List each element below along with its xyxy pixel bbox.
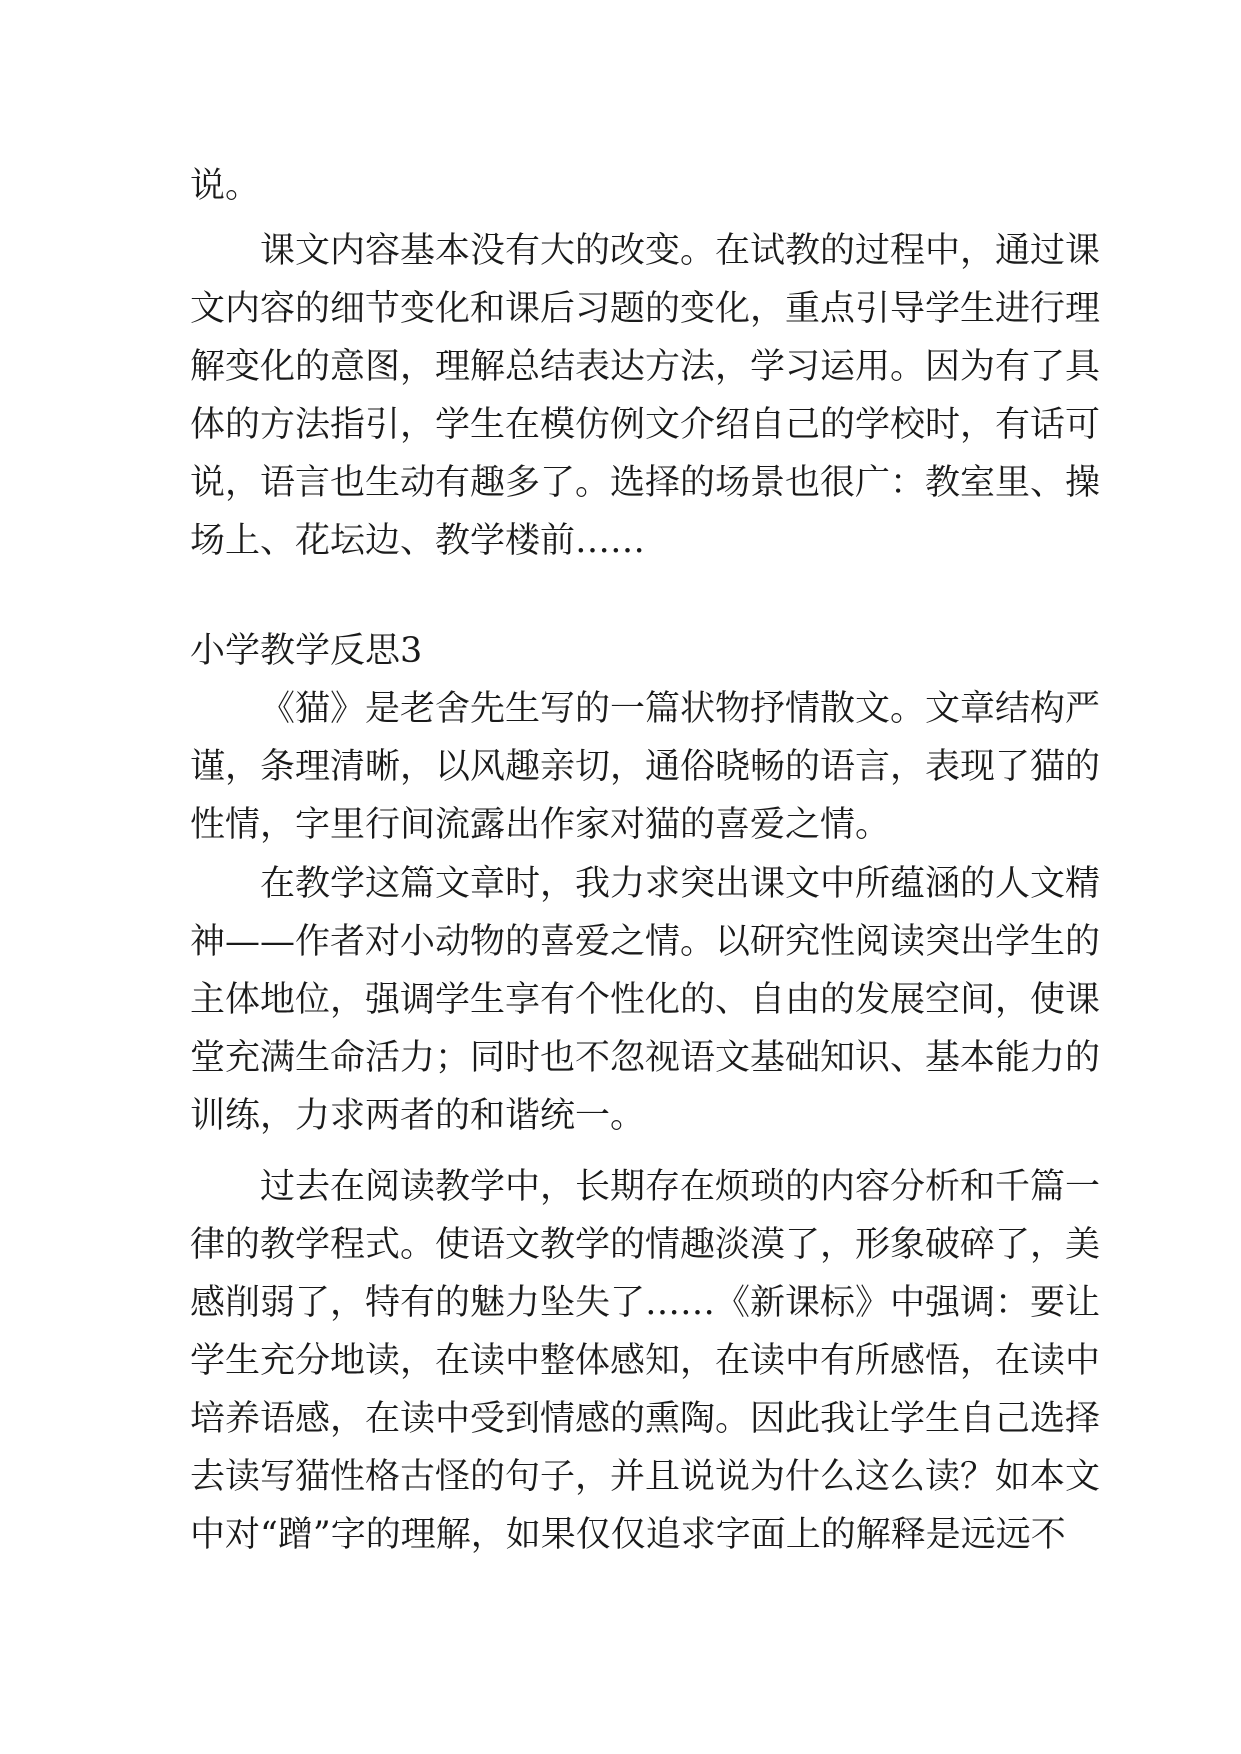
section-heading: 小学教学反思3 (190, 631, 423, 671)
text-line: 律的教学程式。使语文教学的情趣淡漠了，形象破碎了，美 (190, 1225, 1101, 1265)
text-line: 培养语感，在读中受到情感的熏陶。因此我让学生自己选择 (190, 1399, 1101, 1439)
text-line: 说。 (190, 166, 261, 206)
text-line: 解变化的意图，理解总结表达方法，学习运用。因为有了具 (190, 347, 1101, 387)
text-line: 课文内容基本没有大的改变。在试教的过程中，通过课 (260, 231, 1101, 271)
text-line: 学生充分地读，在读中整体感知，在读中有所感悟，在读中 (190, 1341, 1101, 1381)
text-line: 堂充满生命活力；同时也不忽视语文基础知识、基本能力的 (190, 1038, 1101, 1078)
text-line: 文内容的细节变化和课后习题的变化，重点引导学生进行理 (190, 289, 1101, 329)
text-line: 说，语言也生动有趣多了。选择的场景也很广：教室里、操 (190, 463, 1101, 503)
text-line: 谨，条理清晰，以风趣亲切，通俗晓畅的语言，表现了猫的 (190, 747, 1101, 787)
text-line: 场上、花坛边、教学楼前…… (190, 521, 646, 561)
text-line: 过去在阅读教学中，长期存在烦琐的内容分析和千篇一 (260, 1167, 1101, 1207)
text-line: 训练，力求两者的和谐统一。 (190, 1096, 646, 1136)
text-line: 在教学这篇文章时，我力求突出课文中所蕴涵的人文精 (260, 864, 1101, 904)
text-line: 去读写猫性格古怪的句子，并且说说为什么这么读？如本文 (190, 1457, 1101, 1497)
text-line: 性情，字里行间流露出作家对猫的喜爱之情。 (190, 805, 891, 845)
text-line: 神——作者对小动物的喜爱之情。以研究性阅读突出学生的 (190, 922, 1101, 962)
text-line: 感削弱了，特有的魅力坠失了……《新课标》中强调：要让 (190, 1283, 1101, 1323)
text-line: 《猫》是老舍先生写的一篇状物抒情散文。文章结构严 (260, 689, 1101, 729)
text-line: 体的方法指引，学生在模仿例文介绍自己的学校时，有话可 (190, 405, 1101, 445)
text-line: 中对“蹭”字的理解，如果仅仅追求字面上的解释是远远不 (190, 1515, 1066, 1555)
text-line: 主体地位，强调学生享有个性化的、自由的发展空间，使课 (190, 980, 1101, 1020)
